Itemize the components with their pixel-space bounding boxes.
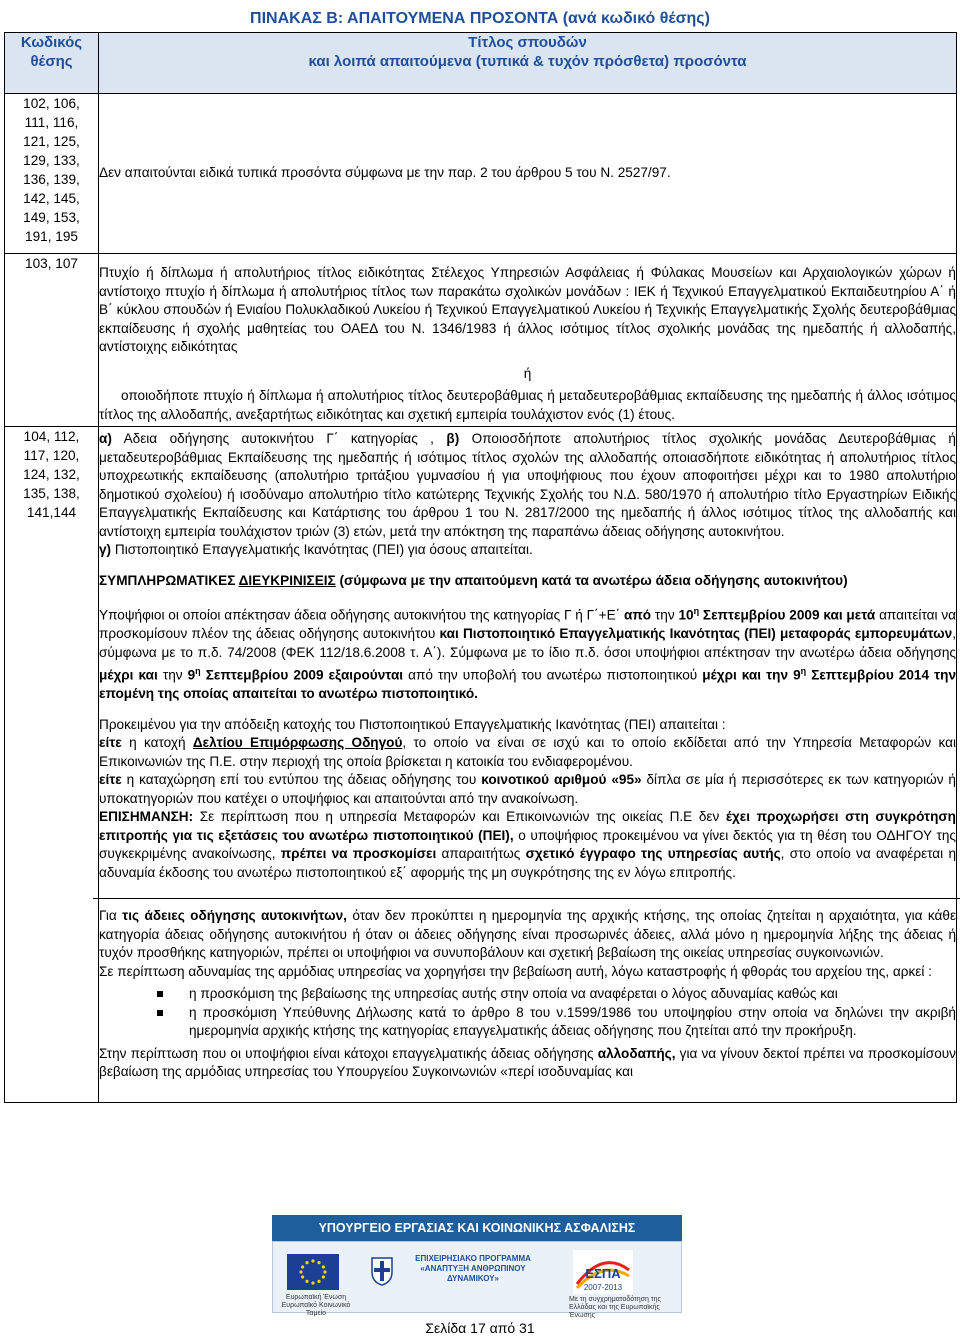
text-part: μέχρι και την 9 [697, 667, 801, 683]
text-part: από [620, 607, 652, 623]
text-part: την [157, 667, 188, 683]
row2-p2: οποιοδήποτε πτυχίο ή δίπλωμα ή απολυτήριος τίτλος δευτεροβάθμιας ή μεταδευτεροβάθμιας εκπαίδευσης της ημεδαπής ή άλλος ισότιμος τίτλος της αλλοδαπής, ανεξαρτήτως ειδικότητας και σχετική εμπειρία τουλάχιστον ενός (1) έτους. [99, 388, 956, 422]
supplementary-p7: Σε περίπτωση αδυναμίας της αρμόδιας υπηρεσίας να χορηγήσει την βεβαίωση αυτή, λόγω καταστροφής ή φθοράς του αρχείου της, αρκεί : [99, 963, 932, 979]
greek-emblem-icon [369, 1256, 395, 1286]
row3-content [99, 427, 957, 1103]
ministry-title: ΥΠΟΥΡΓΕΙΟ ΕΡΓΑΣΙΑΣ ΚΑΙ ΚΟΙΝΩΝΙΚΗΣ ΑΣΦΑΛΙΣΗΣ [272, 1215, 682, 1241]
supplementary-p1 [99, 602, 956, 704]
label-a: α) [99, 431, 112, 446]
supplementary-p4 [99, 771, 956, 808]
header-code [5, 33, 99, 94]
supplementary-p8 [99, 1045, 956, 1082]
text-part: έχει προχωρήσει στη συγκρότηση επιτροπής για τις εξετάσεις του ανωτέρω πιστοποιητικού (ΠΕΙ), [99, 809, 956, 843]
text-part: απαραιτήτως [436, 846, 521, 862]
code-line: 191, 195 [25, 229, 78, 244]
table-row [5, 427, 957, 1103]
text-part: δίπλα σε μία ή περισσότερες εκ των κατηγοριών ή υποκατηγοριών που κατέχει ο υποψήφιος και απαιτούνται από την ανακοίνωση. [99, 772, 956, 806]
eu-caption: Ευρωπαϊκή Ένωση Ευρωπαϊκό Κοινωνικό Ταμείο [281, 1294, 351, 1317]
row3-codes [5, 427, 99, 1103]
logos-strip [272, 1241, 682, 1319]
text-part: Σεπτεμβρίου 2009 εξαιρούνται [200, 667, 404, 683]
code-line: 104, 112, [23, 429, 80, 444]
text-part: ΕΠΙΣΗΜΑΝΣΗ: [99, 809, 194, 825]
text-a: Αδεια οδήγησης αυτοκινήτου Γ΄ κατηγορίας , [111, 431, 434, 446]
code-line: 121, 125, [23, 134, 80, 149]
text-part: η [693, 606, 700, 616]
bullet-square-icon [157, 991, 163, 997]
requirements-table [4, 32, 957, 1103]
code-line: 129, 133, [23, 153, 80, 168]
bullet-text: η προσκόμιση της βεβαίωσης της υπηρεσίας αυτής στην οποία να αναφέρεται ο λόγος αδυναμίας καθώς και [189, 986, 838, 1002]
code-line: 136, 139, [23, 172, 80, 187]
text-part: αλλοδαπής, [597, 1045, 676, 1061]
row3-req-c [99, 541, 956, 560]
code-line: 141,144 [26, 505, 77, 520]
code-line: 117, 120, [23, 448, 80, 463]
program-title: ΕΠΙΧΕΙΡΗΣΙΑΚΟ ΠΡΟΓΡΑΜΜΑ «ΑΝΑΠΤΥΞΗ ΑΝΘΡΩΠΙΝΟΥ ΔΥΝΑΜΙΚΟΥ» [415, 1254, 531, 1283]
code-line: 135, 138, [23, 486, 80, 501]
text-part: Σεπτεμβρίου 2014 την επομένη της οποίας απαιτείται το ανωτέρω πιστοποιητικό. [99, 667, 957, 702]
row2-content [99, 254, 957, 427]
text-part: η [195, 666, 201, 677]
sup-heading-part: ΔΙΕΥΚΡΙΝΙΣΕΙΣ [238, 572, 336, 588]
funding-banner [272, 1215, 682, 1319]
text-part: τις άδειες οδήγησης αυτοκινήτων, [122, 908, 347, 924]
header-title-line1: Τίτλος σπουδών [468, 34, 587, 51]
table-header-row [5, 33, 957, 94]
supplementary-p6 [99, 907, 956, 963]
page-number: Σελίδα 17 από 31 [425, 1320, 535, 1336]
text-part: κοινοτικού αριθμού «95» [481, 772, 642, 788]
row2-or: ή [523, 365, 532, 381]
text-part: για να γίνουν δεκτοί πρέπει να προσκομίσουν βεβαίωση της αρμόδιας υπηρεσίας του Υπουργείου Συγκοινωνιών «περί ισοδυναμίας και [99, 1045, 956, 1080]
sup-heading-part: (σύμφωνα με την απαιτούμενη κατά τα ανωτέρω άδεια οδήγησης αυτοκινήτου) [335, 572, 848, 588]
text-part: από την υποβολή του ανωτέρω πιστοποιητικού [403, 667, 698, 683]
text-part: σχετικό έγγραφο της υπηρεσίας αυτής [520, 846, 781, 862]
text-part: Υποψήφιοι οι οποίοι απέκτησαν άδεια οδήγησης αυτοκινήτου της κατηγορίας Γ ή Γ΄+Ε΄ [99, 607, 621, 623]
supplementary-p5 [99, 808, 956, 882]
supplementary-heading [99, 572, 956, 591]
bullet-text: η προσκόμιση Υπεύθυνης Δήλωσης κατά το άρθρο 8 του ν.1599/1986 του υποψηφίου στην οποία να δηλώνει την ακριβή ημερομηνία αρχικής κτήσης της κατηγορίας επαγγελματικής άδειας οδήγησης που ζητείται από την προκήρυξη. [189, 1004, 956, 1039]
supplementary-p2: Προκειμένου για την απόδειξη κατοχής του Πιστοποιητικού Επαγγελματικής Ικανότητας (ΠΕΙ) απαιτείται : [99, 716, 726, 732]
text-part: 10 [678, 607, 694, 623]
text-part: 9 [187, 667, 196, 683]
espa-years: 2007-2013 [583, 1283, 623, 1292]
text-part: η κατοχή [121, 735, 193, 751]
text-b: Οποιοσδήποτε απολυτήριος τίτλος σχολικής μονάδας Δευτεροβάθμιας ή μεταδευτεροβάθμιας Εκπαίδευσης της ημεδαπής ή ισότιμος τίτλος σχολών της αλλοδαπής οποιασδήποτε ειδικότητας ή απολυτήριος τίτλος υποχρεωτικής εκπαίδευσης (απολυτήριο τριτάξιου γυμνασίου ή για υποψήφιους που έχουν αποφοιτήσει μέχρι και το 1980 απολυτήριο δημοτικού σχολείου) ή ισοδύναμο απολυτήριο τίτλο κατώτερης Τεχνικής Σχολής του Ν.Δ. 580/1970 ή απολυτήριο τίτλο Εργαστηρίων Ειδικής Επαγγελματικής Εκπαίδευσης και Κατάρτισης του άρθρου 1 του Ν. 2817/2000 της ημεδαπής ή άλλος ισότιμος τίτλος της αλλοδαπής και αντίστοιχη εμπειρία τουλάχιστον τριών (3) ετών, μετά την απόκτηση της παραπάνω άδειας οδήγησης αυτοκινήτου. [99, 431, 956, 539]
text-c: Πιστοποιητικό Επαγγελματικής Ικανότητας (ΠΕΙ) για όσους απαιτείται. [111, 542, 533, 557]
espa-caption: Με τη συγχρηματοδότηση της Ελλάδας και της Ευρωπαϊκής Ένωσης [569, 1296, 661, 1319]
code-line: 149, 153, [23, 210, 80, 225]
text-part: η [800, 666, 807, 677]
bullet-square-icon [157, 1010, 163, 1016]
text-part: Δελτίου Επιμόρφωσης Οδηγού [192, 735, 403, 751]
page-title: ΠΙΝΑΚΑΣ Β: ΑΠΑΙΤΟΥΜΕΝΑ ΠΡΟΣΟΝΤΑ (ανά κωδικό θέσης) [250, 10, 710, 27]
code-line: 142, 145, [23, 191, 80, 206]
list-item [99, 985, 956, 1004]
text-part: μέχρι και [99, 667, 158, 683]
text-part: είτε [99, 772, 122, 788]
text-part: πρέπει να προσκομίσει [275, 846, 437, 862]
row1-codes [5, 94, 99, 254]
text-part: ο υποψήφιος προκειμένου να γίνει δεκτός για τη θέση του ΟΔΗΓΟΥ της συγκεκριμένης ανακοίνωσης, [99, 827, 956, 862]
text-part: , το οποίο να είναι σε ισχύ και το οποίο εκδίδεται από την Υπηρεσία Μεταφορών και Επικοινωνιών της Π.Ε. στην περιοχή της οποία βρίσκεται η κατοικία του ενδιαφερομένου. [99, 735, 956, 769]
label-c: γ) [99, 542, 112, 557]
text-part: Σε περίπτωση που η υπηρεσία Μεταφορών και Επικοινωνιών της οικείας Π.Ε δεν [193, 809, 720, 825]
row1-content [99, 94, 957, 254]
text-part: , στο οποίο να αναφέρεται η αδυναμία έκδοσης του ανωτέρω πιστοποιητικού εξ΄ αφορμής της μη συγκρότησης της εν λόγω επιτροπής. [99, 846, 956, 880]
text-part: η καταχώρηση επί του εντύπου της άδειας οδήγησης του [121, 772, 482, 788]
header-code-line2: θέσης [30, 53, 73, 70]
header-title-line2: και λοιπά απαιτούμενα (τυπικά & τυχόν πρόσθετα) προσόντα [308, 53, 747, 70]
sup-heading-part: ΣΥΜΠΛΗΡΩΜΑΤΙΚΕΣ [99, 572, 239, 588]
text-part: όταν δεν προκύπτει η ημερομηνία της αρχικής κτήσης, της οποίας ζητείται η αρχαιότητα, για κάθε κατηγορία άδειας οδήγησης αυτοκινήτου ή όταν οι άδειες οδήγησης είναι προσωρινές άδειες, αλλά μόνο η ημερομηνία λήξης της άδειας ή τυχόν προσθήκης κατηγοριών, πρέπει οι υποψήφιοι να συνυποβάλουν και σχετική βεβαίωση της οικείας υπηρεσίας συγκοινωνιών. [99, 908, 957, 961]
header-title [99, 33, 957, 94]
code-line: 111, 116, [24, 115, 79, 130]
text-part: την [651, 607, 679, 623]
supplementary-p3 [99, 734, 956, 771]
row1-text: Δεν απαιτούνται ειδικά τυπικά προσόντα σύμφωνα με την παρ. 2 του άρθρου 5 του Ν. 2527/97. [99, 165, 671, 181]
text-part: απαιτείται να προσκομίσουν πλέον της άδειας οδήγησης αυτοκινήτου [99, 607, 956, 642]
espa-label: ΕΣΠΑ [585, 1266, 621, 1281]
eu-flag-icon [287, 1254, 339, 1290]
label-b: β) [433, 431, 460, 446]
text-part: , σύμφωνα με το π.δ. 74/2008 (ΦΕΚ 112/18.6.2008 τ. Α΄). Σύμφωνα με το ίδιο π.δ. όσοι υποψήφιοι απέκτησαν την ανωτέρω άδεια οδήγησης [99, 626, 956, 660]
table-row [5, 254, 957, 427]
row3-requirements [99, 430, 956, 541]
text-part: Στην περίπτωση που οι υποψήφιοι είναι κάτοχοι επαγγελματικής άδειας οδήγησης [99, 1045, 598, 1061]
table-row [5, 94, 957, 254]
text-part: και Πιστοποιητικό Επαγγελματικής Ικανότητας (ΠΕΙ) μεταφοράς εμπορευμάτων [435, 626, 953, 642]
row2-codes: 103, 107 [5, 254, 99, 427]
code-line: 124, 132, [23, 467, 80, 482]
row2-p1: Πτυχίο ή δίπλωμα ή απολυτήριος τίτλος ειδικότητας Στέλεχος Υπηρεσιών Ασφάλειας ή Φύλακας Μουσείων και Αρχαιολογικών χώρων ή αντίστοιχο πτυχίο ή δίπλωμα ή απολυτήριος τίτλος των παρακάτω σχολικών μονάδων : ΙΕΚ ή Τεχνικού Επαγγελματικού Εκπαιδευτηρίου Α΄ ή Β΄ κύκλου σπουδών ή Ενιαίου Πολυκλαδικού Λυκείου ή Τεχνικού Επαγγελματικού Λυκείου ή Τεχνικής Επαγγελματικής Σχολής δευτεροβάθμιας εκπαίδευσης ή σχολής μαθητείας του ΟΑΕΔ του Ν. 1346/1983 ή άλλος ισότιμος τίτλος σχολικής μονάδας της ημεδαπής ή αλλοδαπής, αντίστοιχης ειδικότητας [99, 265, 956, 354]
code-line: 102, 106, [23, 96, 80, 111]
espa-logo-icon [573, 1250, 633, 1294]
text-part: Σεπτεμβρίου 2009 και μετά [699, 607, 876, 623]
list-item [99, 1004, 956, 1041]
text-part: είτε [99, 735, 122, 751]
header-code-line1: Κωδικός [20, 34, 83, 51]
bullet-list [99, 985, 956, 1041]
text-part: Για [99, 908, 123, 924]
inner-divider [93, 898, 960, 899]
